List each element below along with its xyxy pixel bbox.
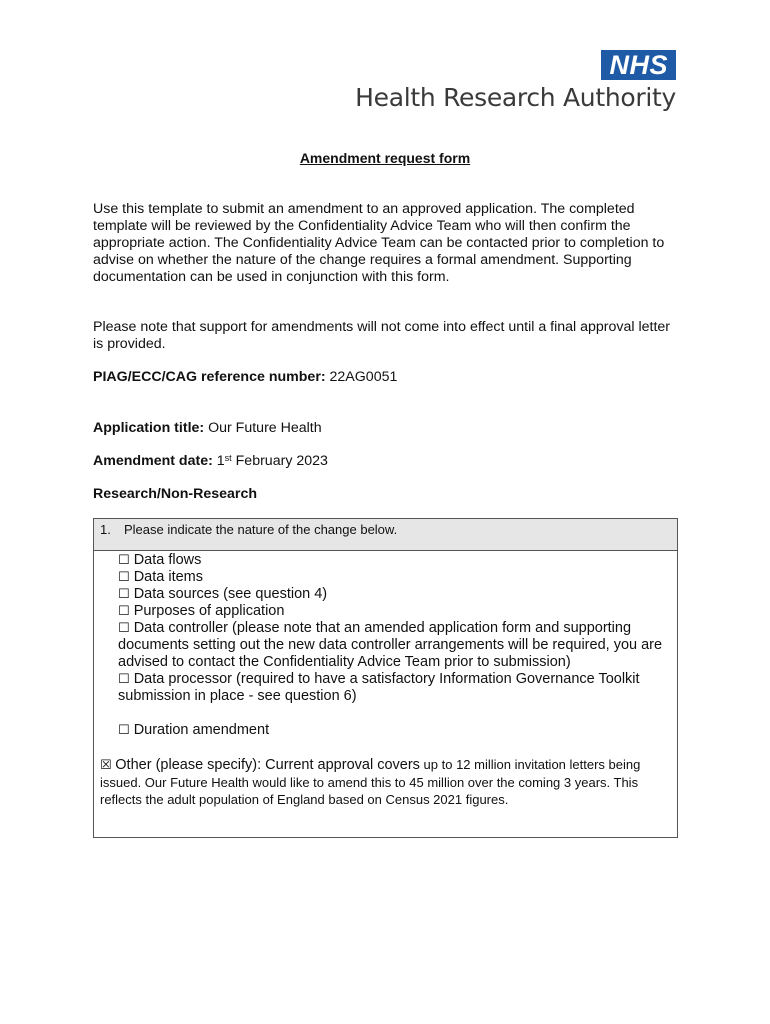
question-number: 1. — [100, 522, 111, 537]
application-title — [93, 420, 683, 437]
change-options — [118, 552, 678, 705]
checkbox-unchecked[interactable]: ☐ — [118, 604, 130, 619]
hra-logo — [346, 50, 676, 112]
other-text: up to 12 million invitation letters being issued. Our Future Health would like to amend this to 45 million over the coming 3 years. This reflects the adult population of England based on Census 2021 figures. — [100, 757, 641, 807]
option-data-controller[interactable] — [118, 620, 678, 671]
form-title: Amendment request form — [299, 150, 471, 166]
question-text: Please indicate the nature of the change below. — [124, 522, 398, 537]
option-duration[interactable] — [118, 722, 269, 738]
option-data-processor[interactable] — [118, 671, 678, 705]
amendment-date-label: Amendment date: — [93, 453, 213, 469]
option-other[interactable] — [100, 756, 670, 808]
checkbox-unchecked[interactable]: ☐ — [118, 587, 130, 602]
note-paragraph: Please note that support for amendments will not come into effect until a final approval letter is provided. — [93, 319, 671, 352]
option-purposes[interactable] — [118, 603, 678, 620]
amendment-date-day: 1 — [216, 453, 225, 469]
section-heading: Research/Non-Research — [93, 486, 258, 502]
checkbox-unchecked[interactable]: ☐ — [118, 672, 130, 687]
question-header — [94, 519, 677, 551]
option-label: Data processor (required to have a satisfactory Information Governance Toolkit submission in place - see question 6) — [118, 671, 640, 704]
option-data-flows[interactable] — [118, 552, 678, 569]
checkbox-unchecked[interactable]: ☐ — [118, 570, 130, 585]
option-data-sources[interactable] — [118, 586, 678, 603]
reference-number — [93, 369, 683, 386]
intro-paragraph: Use this template to submit an amendment to an approved application. The completed template will be reviewed by the Confidentiality Advice Team who will then confirm the appropriate action. The Confidentiality Advice Team can be contacted prior to completion to advise on whether the nature of the change requires a formal amendment. Supporting documentation can be used in conjunction with this form. — [93, 201, 665, 285]
reference-label: PIAG/ECC/CAG reference number: — [93, 369, 326, 385]
other-label: Other (please specify): Current approval covers — [115, 757, 420, 773]
amendment-date-suffix: st — [224, 453, 232, 463]
option-data-items[interactable] — [118, 569, 678, 586]
nhs-badge: NHS — [601, 50, 676, 80]
organisation-name: Health Research Authority — [355, 83, 676, 112]
checkbox-unchecked[interactable]: ☐ — [118, 553, 130, 568]
change-table — [93, 518, 678, 838]
amendment-date — [93, 453, 683, 470]
option-label: Data controller (please note that an amended application form and supporting documents setting out the new data controller arrangements will be required, you are advised to contact the Confidentiality Advice Team prior to submission) — [118, 620, 663, 670]
option-label: Data items — [133, 569, 203, 585]
option-label: Duration amendment — [133, 722, 270, 738]
checkbox-checked[interactable]: ☒ — [100, 758, 112, 773]
reference-value: 22AG0051 — [329, 369, 398, 385]
amendment-date-rest: February 2023 — [235, 453, 328, 469]
application-title-value: Our Future Health — [208, 420, 322, 436]
checkbox-unchecked[interactable]: ☐ — [118, 723, 130, 738]
option-label: Purposes of application — [133, 603, 285, 619]
option-label: Data flows — [133, 552, 202, 568]
application-title-label: Application title: — [93, 420, 205, 436]
checkbox-unchecked[interactable]: ☐ — [118, 621, 130, 636]
option-label: Data sources (see question 4) — [133, 586, 328, 602]
